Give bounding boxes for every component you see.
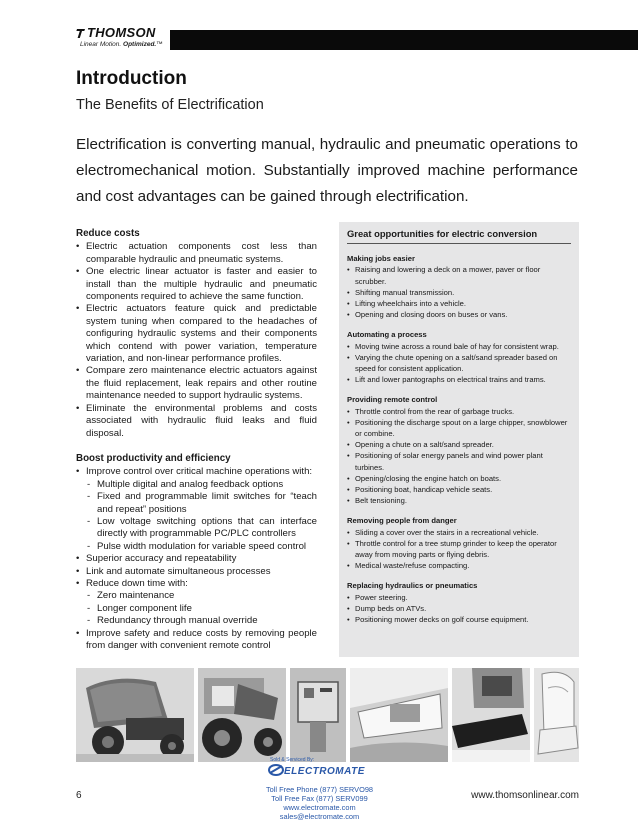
brand-tagline: Linear Motion. Optimized.™ bbox=[80, 41, 163, 48]
page-title: Introduction bbox=[76, 68, 187, 89]
benefits-column bbox=[76, 228, 317, 652]
reduce-costs-list bbox=[76, 241, 317, 440]
thomson-mark-icon bbox=[76, 28, 86, 39]
list-item: • Opening and closing doors on buses or vans. bbox=[347, 309, 571, 320]
list-item: • Eliminate the environmental problems and costs associated with hydraulic fluid leaks and fluid disposal. bbox=[76, 403, 317, 440]
boat-photo bbox=[350, 668, 448, 762]
list-item: • Moving twine across a round bale of hay for consistent wrap. bbox=[347, 341, 571, 352]
sub-list-item: - Multiple digital and analog feedback options bbox=[76, 479, 317, 491]
list-item: • Lift and lower pantographs on electrical trains and trams. bbox=[347, 374, 571, 385]
page-number: 6 bbox=[76, 790, 82, 801]
list-item: • Sliding a cover over the stairs in a recreational vehicle. bbox=[347, 527, 571, 538]
sub-list-item: - Low voltage switching options that can interface directly with programmable PC/PLC controllers bbox=[76, 516, 317, 541]
seat-photo bbox=[534, 668, 579, 762]
sidebar-group-list bbox=[347, 527, 571, 572]
distributor-contact bbox=[232, 785, 407, 821]
opportunities-sidebar bbox=[339, 222, 579, 657]
distributor-web-link[interactable]: www.electromate.com bbox=[283, 803, 356, 812]
distributor-email-link[interactable]: sales@electromate.com bbox=[279, 812, 360, 821]
productivity-list bbox=[76, 466, 317, 652]
intro-paragraph: Electrification is converting manual, hydraulic and pneumatic operations to electromechanical motion. Substantially improved machine performance and cost advantages can be gained through electrification. bbox=[76, 136, 578, 205]
list-item: • Belt tensioning. bbox=[347, 495, 571, 506]
sidebar-group-list bbox=[347, 341, 571, 386]
mower-photo bbox=[76, 668, 194, 762]
header-bar bbox=[170, 30, 638, 50]
electromate-swoosh-icon bbox=[268, 763, 284, 777]
sub-list-item: - Pulse width modulation for variable speed control bbox=[76, 541, 317, 553]
list-item: • Positioning boat, handicap vehicle seats. bbox=[347, 484, 571, 495]
list-item: • Reduce down time with: bbox=[76, 578, 317, 590]
sidebar-group-heading: Removing people from danger bbox=[347, 516, 457, 526]
list-item: • Raising and lowering a deck on a mower, paver or floor scrubber. bbox=[347, 264, 571, 286]
list-item: • Opening a chute on a salt/sand spreader. bbox=[347, 439, 571, 450]
productivity-heading: Boost productivity and efficiency bbox=[76, 452, 231, 464]
list-item: • Throttle control for a tree stump grinder to keep the operator away from moving parts or flying debris. bbox=[347, 538, 571, 560]
list-item: • Throttle control from the rear of garbage trucks. bbox=[347, 406, 571, 417]
list-item: • Medical waste/refuse compacting. bbox=[347, 560, 571, 571]
list-item: • Electric actuators feature quick and predictable system tuning when compared to the headaches of configuring hydraulic systems and their components which contend with power variation, temperature variation, and non-linear performance profiles. bbox=[76, 303, 317, 365]
list-item: • Positioning the discharge spout on a large chipper, snowblower or combine. bbox=[347, 417, 571, 439]
list-item: • Link and automate simultaneous processes bbox=[76, 566, 317, 578]
list-item: • Positioning of solar energy panels and wind power plant turbines. bbox=[347, 450, 571, 472]
list-item: • Varying the chute opening on a salt/sand spreader based on speed for consistent application. bbox=[347, 352, 571, 374]
page-subtitle: The Benefits of Electrification bbox=[76, 97, 264, 113]
list-item: • Compare zero maintenance electric actuators against the fluid replacement, leak repairs and other routine maintenance needed to support hydraulic systems. bbox=[76, 365, 317, 402]
list-item: • Superior accuracy and repeatability bbox=[76, 553, 317, 565]
sidebar-group-heading: Providing remote control bbox=[347, 395, 438, 405]
distributor-note: Sold & Serviced By: bbox=[270, 757, 315, 763]
snowplow-photo bbox=[452, 668, 530, 762]
sidebar-group-heading: Automating a process bbox=[347, 330, 427, 340]
thomson-logo bbox=[76, 26, 172, 48]
sidebar-group-list bbox=[347, 406, 571, 507]
sidebar-title: Great opportunities for electric conversion bbox=[347, 228, 571, 244]
footer-url[interactable]: www.thomsonlinear.com bbox=[471, 790, 579, 801]
sidebar-group-list bbox=[347, 264, 571, 320]
list-item: • Electric actuation components cost less than comparable hydraulic and pneumatic systems. bbox=[76, 241, 317, 266]
distributor-fax: Toll Free Fax (877) SERV099 bbox=[271, 794, 368, 803]
control-unit-photo bbox=[290, 668, 346, 762]
list-item: • Improve control over critical machine operations with: bbox=[76, 466, 317, 478]
reduce-costs-heading: Reduce costs bbox=[76, 228, 140, 239]
brand-name: THOMSON bbox=[87, 25, 156, 40]
sub-list-item: - Zero maintenance bbox=[76, 590, 317, 602]
distributor-phone: Toll Free Phone (877) SERVO98 bbox=[265, 785, 374, 794]
sidebar-group-heading: Replacing hydraulics or pneumatics bbox=[347, 581, 478, 591]
sidebar-group-list bbox=[347, 592, 571, 626]
list-item: • Dump beds on ATVs. bbox=[347, 603, 571, 614]
sub-list-item: - Redundancy through manual override bbox=[76, 615, 317, 627]
sub-list-item: - Fixed and programmable limit switches for “teach and repeat” positions bbox=[76, 491, 317, 516]
list-item: • Power steering. bbox=[347, 592, 571, 603]
list-item: • Positioning mower decks on golf course equipment. bbox=[347, 614, 571, 625]
list-item: • Shifting manual transmission. bbox=[347, 287, 571, 298]
distributor-brand: ELECTROMATE bbox=[284, 766, 365, 777]
list-item: • Lifting wheelchairs into a vehicle. bbox=[347, 298, 571, 309]
sidebar-group-heading: Making jobs easier bbox=[347, 254, 415, 264]
list-item: • Opening/closing the engine hatch on boats. bbox=[347, 473, 571, 484]
list-item: • Improve safety and reduce costs by removing people from danger with convenient remote control bbox=[76, 628, 317, 653]
application-photo-strip bbox=[76, 668, 579, 762]
list-item: • One electric linear actuator is faster and easier to install than the multiple hydraulic and pneumatic components required to achieve the same function. bbox=[76, 266, 317, 303]
sub-list-item: - Longer component life bbox=[76, 603, 317, 615]
tractor-photo bbox=[198, 668, 286, 762]
